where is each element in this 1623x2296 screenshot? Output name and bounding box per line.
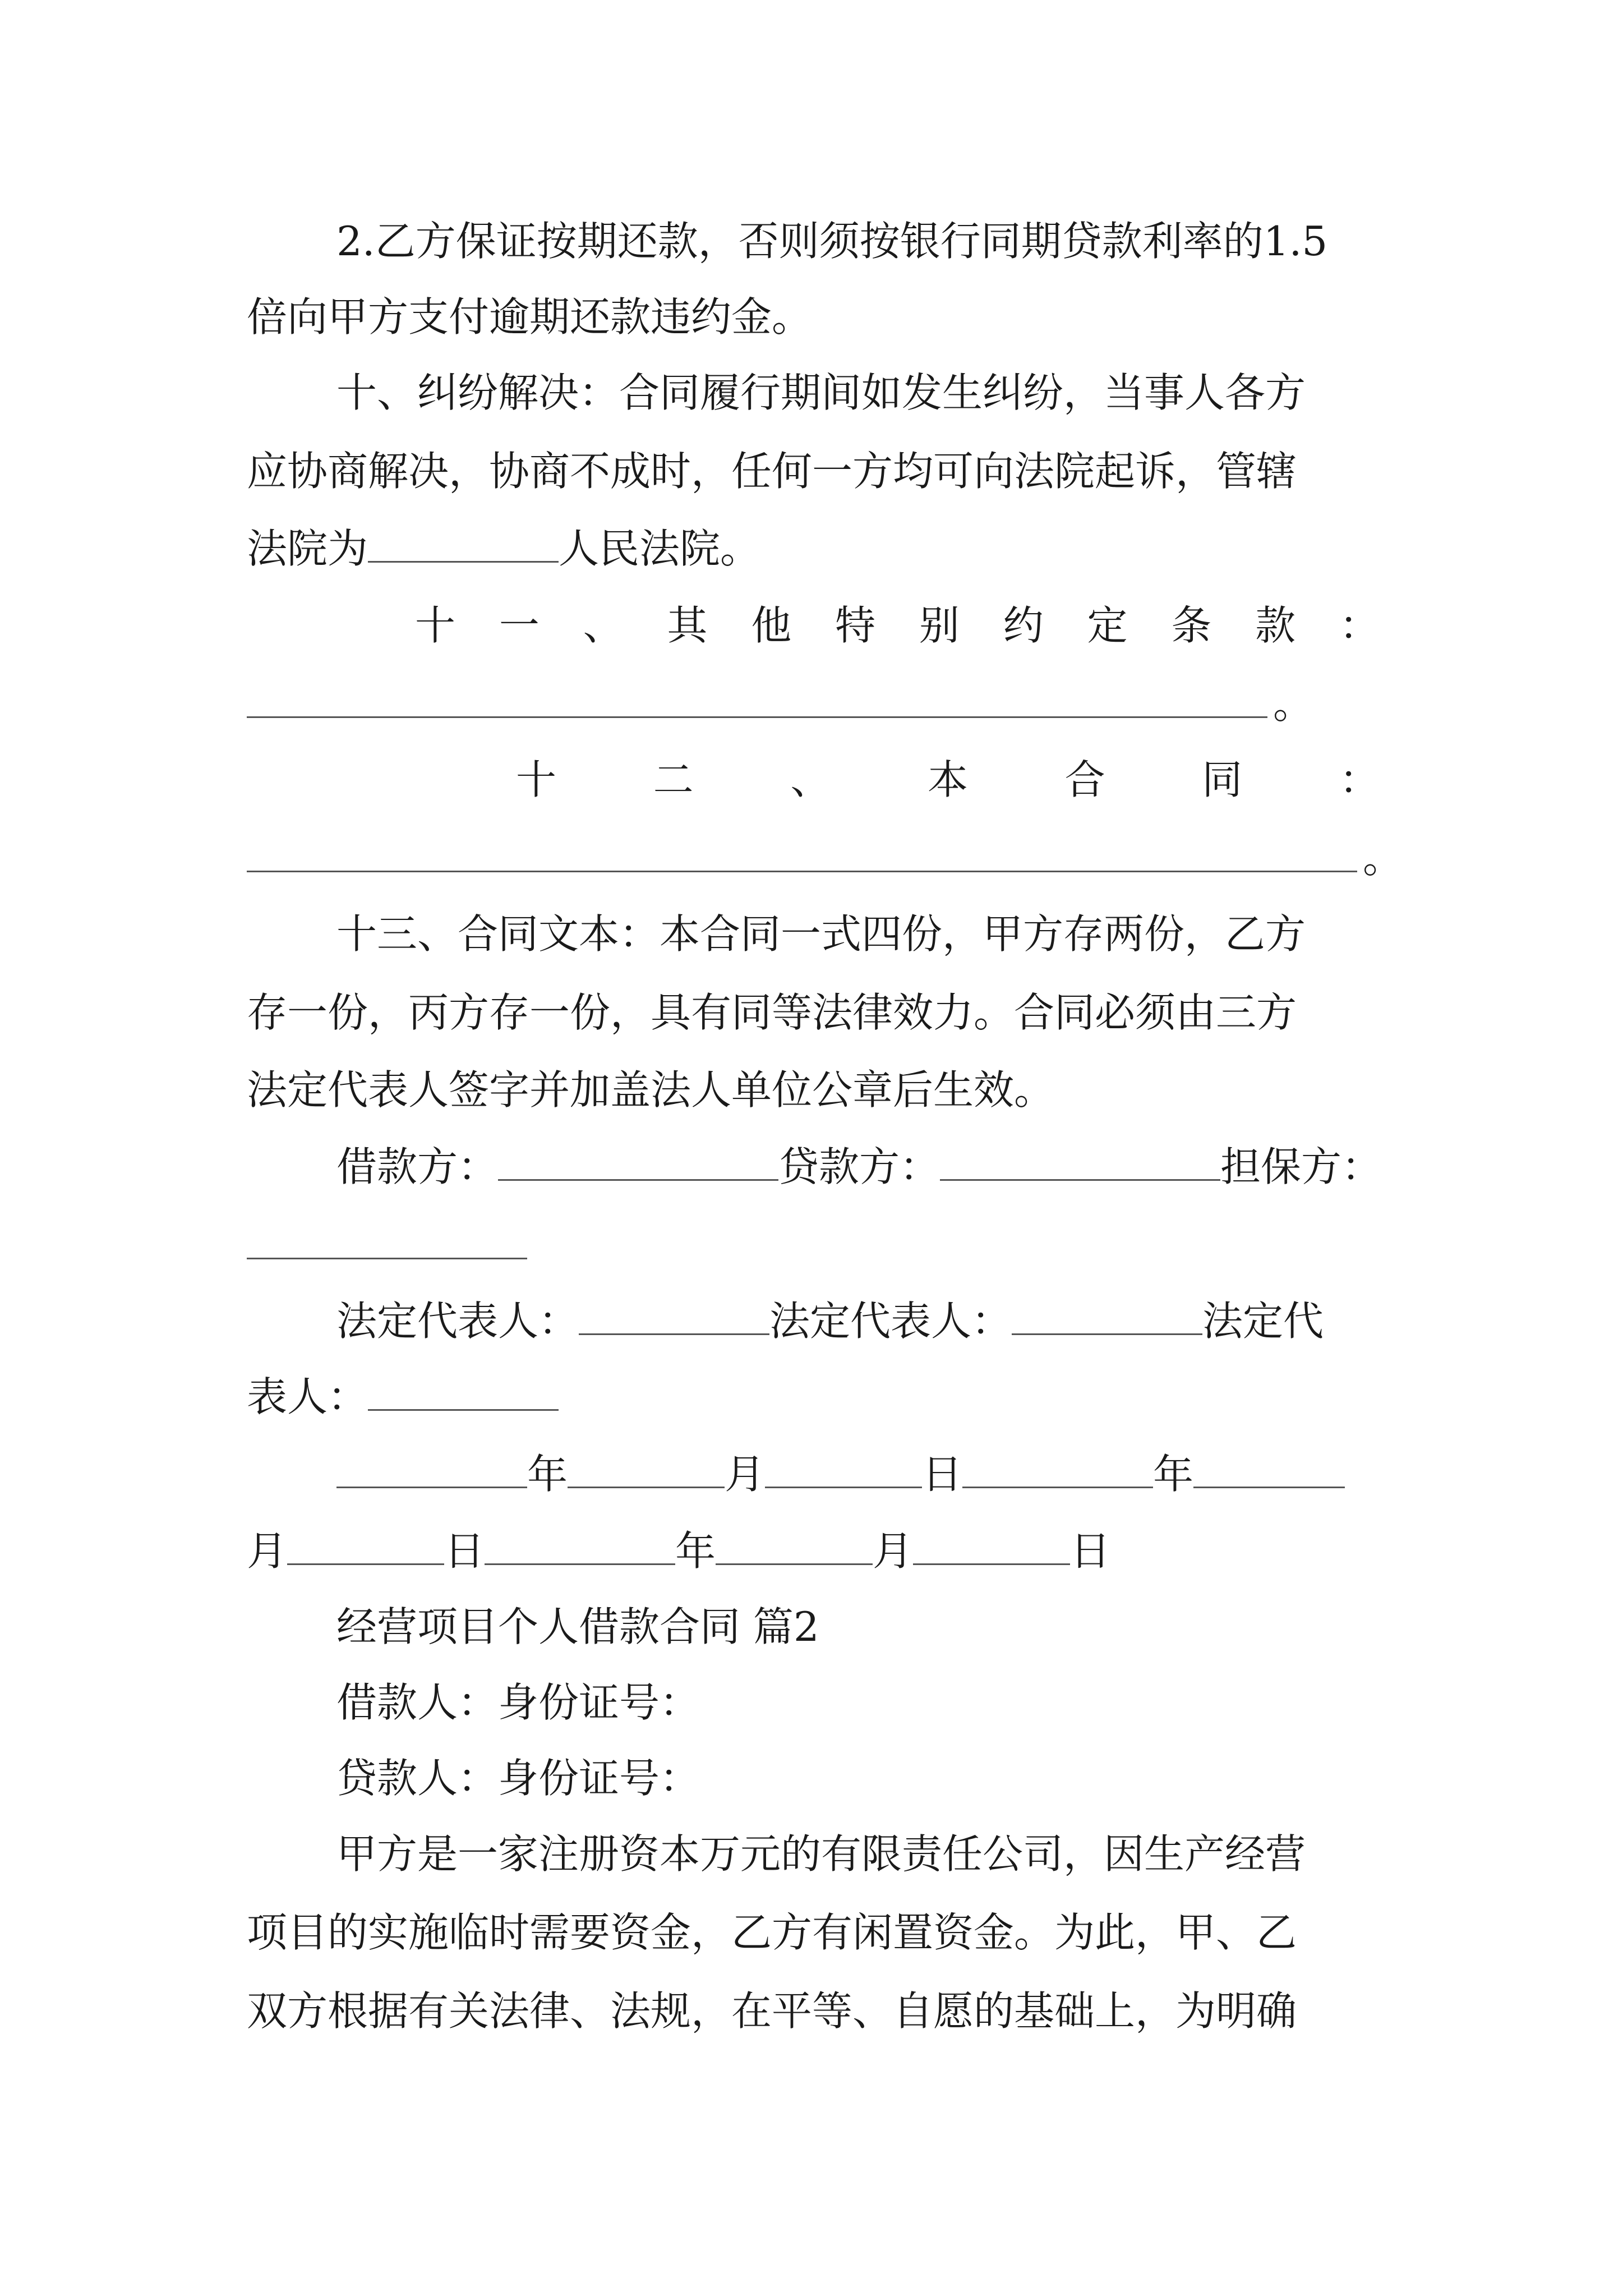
clause-10-line-3 bbox=[247, 521, 760, 577]
clause-12-heading bbox=[516, 752, 1380, 808]
lender-id-line: 贷款人：身份证号： bbox=[336, 1755, 700, 1802]
clause-13-line-1: 十三、合同文本：本合同一式四份，甲方存两份，乙方 bbox=[336, 910, 1306, 958]
date-3-month-blank[interactable] bbox=[716, 1530, 873, 1565]
clause-11-char: 一 bbox=[499, 602, 540, 649]
rep-3-label-part2: 表人： bbox=[247, 1373, 368, 1420]
clause-12-end: 。 bbox=[1363, 835, 1404, 882]
rep-1-blank[interactable] bbox=[579, 1300, 769, 1335]
clause-11-end: 。 bbox=[1273, 680, 1314, 728]
clause-12-char: 二 bbox=[653, 756, 694, 803]
clause-12-char: 同 bbox=[1202, 756, 1243, 803]
court-prefix: 法院为 bbox=[247, 525, 368, 572]
month-label: 月 bbox=[725, 1451, 766, 1498]
clause-9-2-line-1: 2.乙方保证按期还款，否则须按银行同期贷款利率的1.5 bbox=[336, 218, 1328, 265]
dates-line-1 bbox=[336, 1446, 1345, 1502]
clause-11-char: ： bbox=[1339, 602, 1380, 649]
reps-line-2 bbox=[247, 1369, 559, 1425]
date-2-month-blank[interactable] bbox=[1193, 1453, 1345, 1488]
clause-11-char: 其 bbox=[667, 602, 708, 649]
section-2-title: 经营项目个人借款合同 篇2 bbox=[336, 1603, 819, 1650]
clause-12-char: 十 bbox=[516, 756, 557, 803]
day-label: 日 bbox=[444, 1527, 485, 1575]
clause-10-line-1: 十、纠纷解决：合同履行期间如发生纠纷，当事人各方 bbox=[336, 369, 1306, 416]
clause-12-blank-line bbox=[247, 830, 1403, 886]
section-2-para-line-2: 项目的实施临时需要资金，乙方有闲置资金。为此，甲、乙 bbox=[247, 1909, 1297, 1956]
special-terms-blank[interactable] bbox=[247, 683, 1267, 718]
clause-10-line-2: 应协商解决，协商不成时，任何一方均可向法院起诉，管辖 bbox=[247, 448, 1297, 495]
year-label: 年 bbox=[675, 1527, 716, 1575]
court-name-blank[interactable] bbox=[368, 527, 559, 563]
reps-line bbox=[336, 1293, 1324, 1349]
guarantor-blank[interactable] bbox=[247, 1224, 527, 1259]
parties-line bbox=[336, 1139, 1382, 1195]
clause-11-char: 他 bbox=[751, 602, 792, 649]
day-label: 日 bbox=[922, 1451, 963, 1498]
date-1-day-blank[interactable] bbox=[765, 1453, 922, 1488]
clause-12-char: 合 bbox=[1064, 756, 1105, 803]
year-label: 年 bbox=[1153, 1451, 1194, 1498]
date-2-year-blank[interactable] bbox=[962, 1453, 1153, 1488]
clause-12-char: ： bbox=[1339, 756, 1380, 803]
day-label: 日 bbox=[1070, 1527, 1111, 1575]
document-page bbox=[247, 0, 1404, 2296]
clause-11-heading bbox=[415, 597, 1380, 654]
borrower-blank[interactable] bbox=[498, 1145, 778, 1181]
year-label: 年 bbox=[527, 1451, 568, 1498]
clause-13-line-3: 法定代表人签字并加盖法人单位公章后生效。 bbox=[247, 1066, 1055, 1114]
month-label: 月 bbox=[873, 1527, 914, 1575]
section-2-para-line-3: 双方根据有关法律、法规，在平等、自愿的基础上，为明确 bbox=[247, 1987, 1297, 2035]
court-suffix: 人民法院。 bbox=[559, 525, 761, 572]
clause-13-line-2: 存一份，丙方存一份，具有同等法律效力。合同必须由三方 bbox=[247, 989, 1297, 1036]
date-1-month-blank[interactable] bbox=[568, 1453, 725, 1488]
clause-12-char: 、 bbox=[790, 756, 831, 803]
rep-3-label-part1: 法定代 bbox=[1202, 1297, 1324, 1345]
borrower-label: 借款方： bbox=[336, 1143, 499, 1190]
date-3-year-blank[interactable] bbox=[485, 1530, 675, 1565]
clause-12-char: 本 bbox=[927, 756, 968, 803]
clause-11-char: 约 bbox=[1003, 602, 1044, 649]
guarantor-blank-line bbox=[247, 1217, 527, 1273]
rep-3-blank[interactable] bbox=[368, 1375, 559, 1411]
lender-label: 贷款方： bbox=[778, 1143, 940, 1190]
clause-11-char: 条 bbox=[1171, 602, 1212, 649]
clause-9-2-line-2: 倍向甲方支付逾期还款违约金。 bbox=[247, 293, 813, 341]
date-1-year-blank[interactable] bbox=[336, 1453, 527, 1488]
contract-terms-blank[interactable] bbox=[247, 837, 1357, 872]
clause-11-char: 定 bbox=[1087, 602, 1128, 649]
clause-11-char: 十 bbox=[415, 602, 456, 649]
rep-2-label: 法定代表人： bbox=[769, 1297, 1012, 1345]
clause-11-char: 别 bbox=[919, 602, 960, 649]
guarantor-label: 担保方： bbox=[1220, 1143, 1382, 1190]
rep-2-blank[interactable] bbox=[1012, 1300, 1202, 1335]
month-label: 月 bbox=[247, 1527, 288, 1575]
date-3-day-blank[interactable] bbox=[913, 1530, 1070, 1565]
section-2-para-line-1: 甲方是一家注册资本万元的有限责任公司，因生产经营 bbox=[336, 1830, 1306, 1878]
dates-line-2 bbox=[247, 1523, 1110, 1579]
rep-1-label: 法定代表人： bbox=[336, 1297, 579, 1345]
clause-11-char: 款 bbox=[1255, 602, 1296, 649]
clause-11-blank-line bbox=[247, 676, 1313, 732]
clause-11-char: 特 bbox=[835, 602, 876, 649]
date-2-day-blank[interactable] bbox=[287, 1530, 444, 1565]
borrower-id-line: 借款人：身份证号： bbox=[336, 1679, 700, 1726]
lender-blank[interactable] bbox=[940, 1145, 1220, 1181]
clause-11-char: 、 bbox=[583, 602, 624, 649]
